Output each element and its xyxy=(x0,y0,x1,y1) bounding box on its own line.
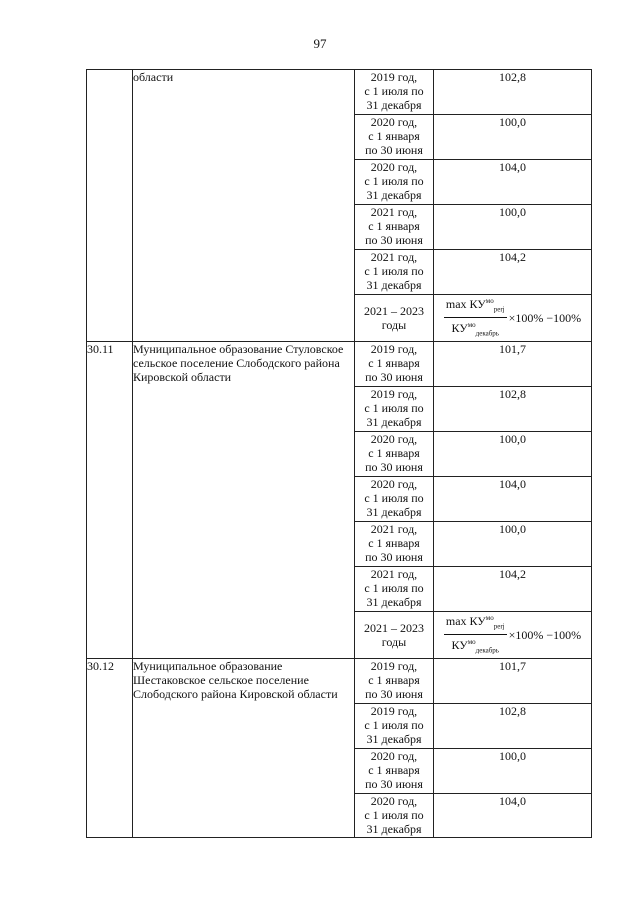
formula-mo-sup: мо xyxy=(467,321,476,330)
formula-cell xyxy=(434,295,592,342)
formula-perj-sub: perj xyxy=(493,622,505,631)
period-cell xyxy=(355,566,434,611)
period-cell xyxy=(355,386,434,431)
formula-denominator xyxy=(449,635,501,657)
period-line: с 1 января xyxy=(368,355,420,370)
formula-max-ku: max КУ xyxy=(445,613,486,628)
period-line: по 30 июня xyxy=(365,549,423,564)
index-value: 100,0 xyxy=(434,205,592,250)
row-number xyxy=(87,70,133,342)
period-line: 2021 – 2023 xyxy=(364,620,424,635)
period-cell xyxy=(355,295,434,342)
index-value: 100,0 xyxy=(434,115,592,160)
period-line: с 1 июля по xyxy=(364,717,424,732)
period-line: 2019 год, xyxy=(370,658,418,673)
formula-dekabr-sub: декабрь xyxy=(475,646,499,655)
period-line: 2021 год, xyxy=(370,521,418,536)
index-value: 102,8 xyxy=(434,70,592,115)
period-line: с 1 июля по xyxy=(364,580,424,595)
municipality-name: Муниципальное образование Шестаковское сельское поселение Слободского района Кировской области xyxy=(133,658,355,837)
period-cell xyxy=(355,250,434,295)
period-cell xyxy=(355,658,434,703)
period-line: годы xyxy=(381,634,407,649)
period-line: 2021 год, xyxy=(370,566,418,581)
municipality-name: области xyxy=(133,70,355,342)
formula-ku: КУ xyxy=(451,638,468,653)
formula-tail: ×100% −100% xyxy=(508,310,582,325)
row-number: 30.11 xyxy=(87,341,133,658)
formula-tail: ×100% −100% xyxy=(508,627,582,642)
index-value: 104,2 xyxy=(434,566,592,611)
formula-indices xyxy=(468,636,499,657)
period-line: 2020 год, xyxy=(370,431,418,446)
tariff-table-body xyxy=(87,70,592,838)
index-value: 104,0 xyxy=(434,476,592,521)
period-cell xyxy=(355,160,434,205)
period-line: 31 декабря xyxy=(366,594,422,609)
formula-indices xyxy=(486,612,505,633)
formula-numerator xyxy=(444,295,507,318)
period-line: 2019 год, xyxy=(370,703,418,718)
period-cell xyxy=(355,793,434,837)
row-number: 30.12 xyxy=(87,658,133,837)
table-row xyxy=(87,70,592,115)
formula-cell xyxy=(434,611,592,658)
index-value: 102,8 xyxy=(434,703,592,748)
period-line: с 1 января xyxy=(368,762,420,777)
formula-indices xyxy=(468,319,499,340)
period-line: 31 декабря xyxy=(366,188,422,202)
period-line: 31 декабря xyxy=(366,821,422,836)
period-cell xyxy=(355,431,434,476)
index-formula xyxy=(444,612,581,658)
period-line: с 1 января xyxy=(368,535,420,550)
table-row xyxy=(87,658,592,703)
period-line: с 1 января xyxy=(368,129,420,143)
formula-fraction xyxy=(444,295,507,341)
period-line: по 30 июня xyxy=(365,776,423,791)
formula-indices xyxy=(486,295,505,316)
period-line: 31 декабря xyxy=(366,731,422,746)
period-line: 31 декабря xyxy=(366,98,422,112)
period-line: с 1 июля по xyxy=(364,807,424,822)
period-line: 2019 год, xyxy=(370,386,418,401)
period-cell xyxy=(355,205,434,250)
period-cell xyxy=(355,611,434,658)
index-value: 102,8 xyxy=(434,386,592,431)
period-cell xyxy=(355,521,434,566)
period-line: 31 декабря xyxy=(366,414,422,429)
formula-ku: КУ xyxy=(451,321,468,336)
formula-mo-sup: мо xyxy=(485,297,494,305)
index-value: 100,0 xyxy=(434,748,592,793)
period-line: по 30 июня xyxy=(365,143,423,157)
formula-mo-sup: мо xyxy=(467,638,476,647)
period-line: 2019 год, xyxy=(370,341,418,356)
period-cell xyxy=(355,476,434,521)
index-value: 104,0 xyxy=(434,793,592,837)
period-cell xyxy=(355,115,434,160)
period-line: 2020 год, xyxy=(370,160,418,174)
period-line: 31 декабря xyxy=(366,504,422,519)
formula-dekabr-sub: декабрь xyxy=(475,329,499,338)
period-line: 2021 – 2023 xyxy=(364,303,424,318)
index-value: 100,0 xyxy=(434,431,592,476)
tariff-table xyxy=(86,69,592,838)
period-line: по 30 июня xyxy=(365,233,423,247)
index-value: 101,7 xyxy=(434,658,592,703)
period-line: 2020 год, xyxy=(370,476,418,491)
period-line: с 1 января xyxy=(368,672,420,687)
period-cell xyxy=(355,748,434,793)
formula-denominator xyxy=(449,318,501,340)
period-cell xyxy=(355,703,434,748)
period-line: с 1 июля по xyxy=(364,400,424,415)
period-cell xyxy=(355,70,434,115)
index-value: 101,7 xyxy=(434,341,592,386)
period-line: 2021 год, xyxy=(370,250,418,264)
period-line: с 1 января xyxy=(368,219,420,233)
index-value: 104,2 xyxy=(434,250,592,295)
formula-numerator xyxy=(444,612,507,635)
period-line: с 1 июля по xyxy=(364,174,424,188)
period-line: с 1 июля по xyxy=(364,264,424,278)
period-line: 2021 год, xyxy=(370,205,418,219)
period-line: с 1 июля по xyxy=(364,490,424,505)
period-line: 2020 год, xyxy=(370,748,418,763)
period-line: с 1 января xyxy=(368,445,420,460)
index-formula xyxy=(444,295,581,341)
formula-mo-sup: мо xyxy=(485,613,494,622)
page-number: 97 xyxy=(313,36,327,51)
formula-fraction xyxy=(444,612,507,658)
period-line: по 30 июня xyxy=(365,369,423,384)
period-line: 2020 год, xyxy=(370,793,418,808)
period-cell xyxy=(355,341,434,386)
period-line: по 30 июня xyxy=(365,459,423,474)
period-line: с 1 июля по xyxy=(364,84,424,98)
period-line: годы xyxy=(381,317,407,332)
period-line: 2019 год, xyxy=(370,70,418,84)
index-value: 100,0 xyxy=(434,521,592,566)
period-line: 31 декабря xyxy=(366,278,422,292)
index-value: 104,0 xyxy=(434,160,592,205)
municipality-name: Муниципальное образование Стуловское сельское поселение Слободского района Кировской области xyxy=(133,341,355,658)
formula-perj-sub: perj xyxy=(493,305,505,314)
period-line: 2020 год, xyxy=(370,115,418,129)
table-row xyxy=(87,341,592,386)
formula-max-ku: max КУ xyxy=(445,297,486,311)
period-line: по 30 июня xyxy=(365,686,423,701)
